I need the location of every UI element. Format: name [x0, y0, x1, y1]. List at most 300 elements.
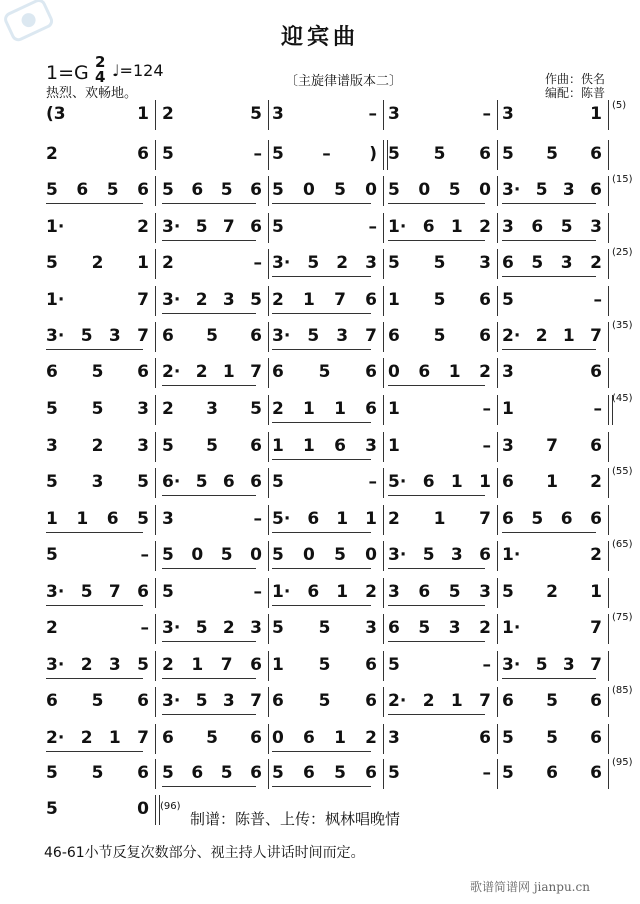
- barline: [268, 213, 269, 243]
- note: 2: [479, 217, 491, 237]
- note: 6: [250, 472, 262, 492]
- note: 1: [590, 104, 602, 124]
- beam-underline: [388, 495, 485, 496]
- measure: [388, 582, 491, 602]
- note: 6: [365, 290, 377, 310]
- measure: [272, 436, 377, 456]
- barline: [155, 468, 156, 498]
- note: 3: [502, 362, 514, 382]
- performance-footnote: 46-61小节反复次数部分、视主持人讲话时间而定。: [44, 845, 365, 861]
- note: 5: [448, 180, 461, 200]
- measure: [388, 253, 491, 273]
- beam-underline: [162, 714, 256, 715]
- measure: [502, 436, 602, 456]
- beam-underline: [272, 422, 371, 423]
- barline: [268, 578, 269, 608]
- note: 2: [479, 362, 491, 382]
- measure: [388, 144, 491, 164]
- note: 6: [303, 728, 315, 748]
- note: 5: [250, 104, 262, 124]
- score-row: [0, 322, 640, 362]
- measure: [272, 691, 377, 711]
- note: 1·: [502, 545, 521, 565]
- note: 5: [502, 144, 514, 164]
- note: 2: [422, 691, 435, 711]
- measure: [388, 691, 491, 711]
- note: 2: [162, 104, 174, 124]
- note: 1: [222, 362, 235, 382]
- note: 5: [307, 253, 320, 273]
- note: 3: [502, 104, 514, 124]
- note: 5: [137, 509, 149, 529]
- score-row: [0, 505, 640, 545]
- note: 7: [479, 509, 491, 529]
- note: 6: [250, 326, 262, 346]
- measure: [46, 180, 149, 200]
- note: 7: [220, 655, 233, 675]
- measure: [502, 618, 602, 638]
- barline: [608, 249, 609, 279]
- barline: [497, 358, 498, 388]
- transcription-credit: 制谱：陈普、上传：枫林唱晚情: [190, 810, 401, 828]
- measure: [272, 545, 377, 565]
- beam-underline: [272, 532, 371, 533]
- barline: [608, 358, 609, 388]
- note: 6: [590, 436, 602, 456]
- note: 3: [137, 436, 149, 456]
- note: 3: [91, 472, 104, 492]
- note: 5: [195, 691, 208, 711]
- note: 5: [272, 180, 284, 200]
- note: 1: [303, 399, 315, 419]
- note: 2: [195, 362, 208, 382]
- measure: [502, 217, 602, 237]
- note: 5: [137, 472, 149, 492]
- note: 1: [108, 728, 121, 748]
- barline: [608, 578, 609, 608]
- beam-underline: [502, 203, 596, 204]
- note: 6: [590, 509, 602, 529]
- barline: [268, 687, 269, 717]
- beam-underline: [272, 276, 371, 277]
- note: 5: [502, 763, 514, 783]
- note: –: [140, 545, 149, 565]
- note: –: [368, 217, 377, 237]
- note: 6: [365, 691, 377, 711]
- note: 5: [422, 545, 435, 565]
- barline: [383, 358, 384, 388]
- note: 5: [307, 326, 320, 346]
- note: 6: [272, 362, 284, 382]
- note: 3: [502, 436, 514, 456]
- note: –: [482, 763, 491, 783]
- barline: [497, 395, 498, 425]
- note: 6: [590, 763, 602, 783]
- note: –: [482, 104, 491, 124]
- note: 6: [137, 144, 149, 164]
- note: 5: [80, 582, 93, 602]
- barline: [497, 651, 498, 681]
- barline: [268, 541, 269, 571]
- measure: [388, 217, 491, 237]
- beam-underline: [388, 240, 485, 241]
- note: 6: [250, 763, 262, 783]
- measure: [46, 582, 149, 602]
- note: 3: [450, 545, 463, 565]
- note: 1: [502, 399, 514, 419]
- barline: [268, 395, 269, 425]
- barline: [383, 541, 384, 571]
- note: –: [253, 509, 262, 529]
- barline: [608, 468, 609, 498]
- note: 6: [137, 582, 149, 602]
- note: 3: [502, 217, 514, 237]
- note: 5: [318, 655, 331, 675]
- note: 5: [46, 180, 58, 200]
- note: 7: [479, 691, 491, 711]
- note: –: [482, 399, 491, 419]
- note: 5: [272, 472, 284, 492]
- note: 6·: [162, 472, 181, 492]
- note: 6: [250, 655, 262, 675]
- note: 3: [46, 436, 58, 456]
- note: 7: [546, 436, 558, 456]
- beam-underline: [388, 714, 485, 715]
- measure: [388, 545, 491, 565]
- note: 5: [531, 509, 544, 529]
- note: 3·: [46, 655, 65, 675]
- note: 7: [590, 618, 602, 638]
- note: 6: [46, 691, 58, 711]
- measure: [162, 472, 262, 492]
- note: 5: [250, 399, 262, 419]
- barline: [497, 578, 498, 608]
- measure: [502, 691, 602, 711]
- measure: [46, 509, 149, 529]
- beam-underline: [388, 203, 485, 204]
- note: 5: [502, 582, 514, 602]
- measure: [162, 545, 262, 565]
- beam-underline: [502, 349, 596, 350]
- note: 2: [590, 545, 602, 565]
- note: 1·: [272, 582, 291, 602]
- measure: [272, 582, 377, 602]
- note: 5: [46, 253, 58, 273]
- beam-underline: [272, 203, 371, 204]
- note: 5: [162, 144, 174, 164]
- barline: [383, 578, 384, 608]
- note: 3: [365, 618, 377, 638]
- note: 6: [334, 436, 346, 456]
- beam-underline: [272, 349, 371, 350]
- note: 5: [448, 582, 461, 602]
- measure-number: (65): [612, 539, 633, 550]
- measure: [162, 290, 262, 310]
- note: 1: [388, 399, 400, 419]
- note: 5: [272, 763, 284, 783]
- measure: [46, 618, 149, 638]
- note: 5: [106, 180, 119, 200]
- note: 1: [334, 728, 346, 748]
- note: 1·: [46, 290, 65, 310]
- score-row: [0, 468, 640, 508]
- beam-underline: [162, 786, 256, 787]
- measure: [46, 655, 149, 675]
- score-row: [0, 614, 640, 654]
- barline: [383, 724, 384, 754]
- barline: [608, 541, 609, 571]
- score-row: [0, 432, 640, 472]
- barline: [383, 249, 384, 279]
- note: 1: [388, 290, 400, 310]
- measure: [502, 144, 602, 164]
- note: 3·: [502, 655, 521, 675]
- note: 1: [336, 509, 349, 529]
- measure: [162, 399, 262, 419]
- measure: [162, 582, 262, 602]
- measure: [46, 290, 149, 310]
- beam-underline: [162, 678, 256, 679]
- note: 5: [418, 618, 431, 638]
- note: 7: [137, 728, 149, 748]
- measure-number: (55): [612, 466, 633, 477]
- note: 6: [365, 362, 377, 382]
- note: 5: [502, 290, 514, 310]
- score-row: [0, 687, 640, 727]
- note: 2: [91, 436, 104, 456]
- note: 3: [222, 290, 235, 310]
- note: 6: [418, 582, 431, 602]
- barline: [155, 140, 156, 170]
- note: 5: [195, 472, 208, 492]
- note: 2: [272, 290, 284, 310]
- measure: [502, 180, 602, 200]
- note: 1: [272, 655, 284, 675]
- note: 1: [334, 399, 346, 419]
- note: 2: [195, 290, 208, 310]
- barline: [383, 176, 384, 206]
- note: 6: [307, 582, 320, 602]
- measure: [502, 509, 602, 529]
- measure: [162, 655, 262, 675]
- note: 6: [590, 362, 602, 382]
- measure: [162, 728, 262, 748]
- note: 1: [137, 104, 149, 124]
- note: 1: [76, 509, 89, 529]
- note: 3: [272, 104, 284, 124]
- note: –: [140, 618, 149, 638]
- tempo-marking: ♩=124: [112, 61, 164, 80]
- note: 1: [450, 217, 463, 237]
- measure-number: (35): [612, 320, 633, 331]
- note: 5: [162, 763, 174, 783]
- beam-underline: [272, 568, 371, 569]
- barline: [155, 286, 156, 316]
- measure: [272, 180, 377, 200]
- measure: [388, 290, 491, 310]
- beam-underline: [388, 641, 485, 642]
- note: 6: [365, 655, 377, 675]
- score-row: [0, 541, 640, 581]
- measure: [162, 691, 262, 711]
- note: 3: [590, 217, 602, 237]
- note: 6: [250, 436, 262, 456]
- note: 5: [162, 180, 174, 200]
- barline: [608, 651, 609, 681]
- measure: [502, 655, 602, 675]
- note: 0: [365, 545, 377, 565]
- note: 6: [560, 509, 573, 529]
- measure: [272, 217, 377, 237]
- measure: [162, 362, 262, 382]
- note: –: [368, 472, 377, 492]
- measure: [388, 618, 491, 638]
- time-sig-denominator: 4: [95, 68, 106, 86]
- barline: [497, 322, 498, 352]
- beam-underline: [46, 532, 143, 533]
- note: 5: [91, 362, 104, 382]
- barline: [383, 687, 384, 717]
- barline: [497, 100, 498, 130]
- barline: [155, 176, 156, 206]
- note: 1: [272, 436, 284, 456]
- note: 6: [307, 509, 320, 529]
- note: 2: [365, 728, 377, 748]
- note: 2: [162, 399, 174, 419]
- note: 5: [162, 436, 174, 456]
- barline: [497, 176, 498, 206]
- barline: [155, 322, 156, 352]
- measure: [388, 362, 491, 382]
- barline: [608, 505, 609, 535]
- note: 0: [303, 180, 315, 200]
- note: 6: [191, 763, 204, 783]
- measure: [388, 104, 491, 124]
- note: 0: [479, 180, 491, 200]
- measure: [388, 436, 491, 456]
- measure: [388, 326, 491, 346]
- barline: [497, 614, 498, 644]
- note: 5: [531, 253, 544, 273]
- barline: [268, 505, 269, 535]
- measure: [162, 763, 262, 783]
- measure: [502, 253, 602, 273]
- note: 5: [46, 799, 58, 819]
- note: 6: [137, 691, 149, 711]
- measure: [502, 104, 602, 124]
- note: 7: [250, 362, 262, 382]
- note: 5: [334, 180, 346, 200]
- note: 6: [422, 472, 435, 492]
- note: 3: [250, 618, 262, 638]
- barline: [268, 432, 269, 462]
- measure: [272, 763, 377, 783]
- measure: [162, 180, 262, 200]
- barline: [608, 687, 609, 717]
- note: 7: [137, 326, 149, 346]
- note: 2: [365, 582, 377, 602]
- note: 5: [433, 326, 446, 346]
- beam-underline: [272, 313, 371, 314]
- note: 2: [590, 253, 602, 273]
- note: 6: [388, 618, 400, 638]
- note: 3: [206, 399, 218, 419]
- arranger-credit: 编配：陈普: [545, 86, 606, 100]
- note: 2: [91, 253, 104, 273]
- measure: [162, 144, 262, 164]
- barline: [383, 759, 384, 789]
- beam-underline: [46, 203, 143, 204]
- beam-underline: [388, 605, 485, 606]
- note: –: [593, 290, 602, 310]
- note: 0: [303, 545, 315, 565]
- measure: [502, 472, 602, 492]
- barline: [268, 140, 269, 170]
- note: 5: [91, 691, 104, 711]
- note: 1: [450, 691, 463, 711]
- barline: [268, 724, 269, 754]
- note: 6: [590, 144, 602, 164]
- barline: [497, 286, 498, 316]
- note: 5: [502, 728, 514, 748]
- measure: [388, 399, 491, 419]
- barline: [608, 614, 609, 644]
- measure: [46, 144, 149, 164]
- beam-underline: [46, 678, 143, 679]
- note: 3: [108, 655, 121, 675]
- score-subtitle: 〔主旋律谱版本二〕: [285, 74, 403, 89]
- note: 6: [76, 180, 89, 200]
- measure: [162, 509, 262, 529]
- barline: [383, 432, 384, 462]
- note: 5: [546, 691, 558, 711]
- note: 5: [388, 180, 400, 200]
- note: 3·: [388, 545, 407, 565]
- measure: [162, 326, 262, 346]
- note: 1: [336, 582, 349, 602]
- note: 7: [108, 582, 121, 602]
- beam-underline: [272, 605, 371, 606]
- note: 0: [418, 180, 431, 200]
- barline: [383, 286, 384, 316]
- note: 2: [535, 326, 548, 346]
- note: 0: [365, 180, 377, 200]
- note: 1·: [502, 618, 521, 638]
- note: 3: [562, 655, 575, 675]
- note: 2: [46, 618, 58, 638]
- note: 1·: [388, 217, 407, 237]
- barline: [497, 468, 498, 498]
- note: 5: [388, 655, 400, 675]
- note: 6: [388, 326, 400, 346]
- note: 5: [535, 655, 548, 675]
- note: 3: [388, 582, 400, 602]
- measure: [162, 104, 262, 124]
- measure: [46, 399, 149, 419]
- measure: [388, 728, 491, 748]
- beam-underline: [162, 568, 256, 569]
- note: 5: [433, 253, 446, 273]
- note: 6: [250, 217, 262, 237]
- note: 3: [336, 326, 349, 346]
- note: 3: [388, 104, 400, 124]
- barline: [497, 249, 498, 279]
- note: 3: [479, 253, 491, 273]
- note: 2·: [162, 362, 181, 382]
- note: 5: [388, 763, 400, 783]
- note: 6: [590, 180, 602, 200]
- note: 2: [336, 253, 349, 273]
